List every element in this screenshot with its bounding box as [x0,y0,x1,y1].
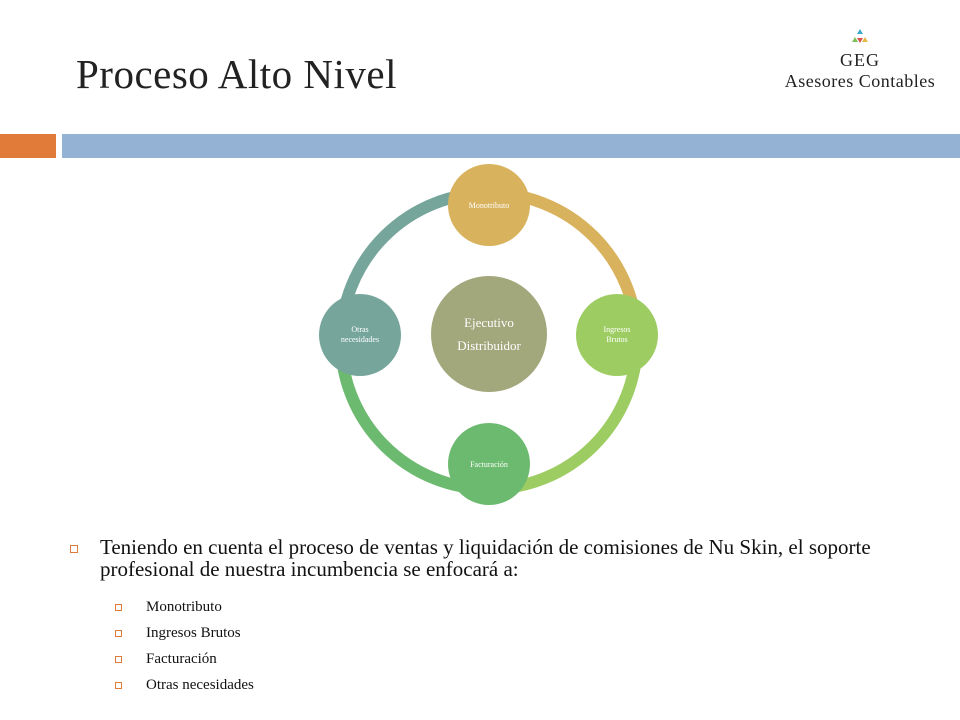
node-otras-label-line2: necesidades [340,335,380,344]
center-label-line2: Distribuidor [457,338,521,353]
node-ingresos-label-line2: Brutos [606,335,628,344]
bullet-square-icon [115,630,122,637]
center-label-line1: Ejecutivo [464,315,514,330]
page-title: Proceso Alto Nivel [76,51,398,97]
bullet-square-icon [115,682,122,689]
list-item [114,594,928,620]
node-otras-label-line1: Otras [351,325,369,334]
geg-logo-icon [849,28,871,48]
bullet-square-icon [70,545,78,553]
list-item [114,672,928,698]
center-node [431,276,547,392]
list-item-text: Facturación [146,651,217,667]
list-item [114,620,928,646]
node-ingresos-label-line1: Ingresos [603,325,631,334]
list-item-text: Otras necesidades [146,677,254,693]
bullet-square-icon [115,604,122,611]
list-item-text: Ingresos Brutos [146,625,241,641]
list-item-text: Monotributo [146,599,222,615]
process-cycle-diagram [300,160,680,512]
content-list [68,536,928,698]
brand-name: GEG [840,50,880,70]
intro-bullet [68,536,928,580]
header-accent-bar [0,134,56,158]
node-monotributo-label: Monotributo [468,201,510,210]
focus-sublist [68,594,928,698]
bullet-square-icon [115,656,122,663]
brand-subtitle: Asesores Contables [784,71,936,91]
node-facturacion-label: Facturación [470,460,508,469]
header-rule-bar [62,134,960,158]
intro-text: Teniendo en cuenta el proceso de ventas y liquidación de comisiones de Nu Skin, el soporte profesional de nuestra incumbencia se enfocará a: [100,535,871,581]
list-item [114,646,928,672]
brand-block [760,28,960,92]
